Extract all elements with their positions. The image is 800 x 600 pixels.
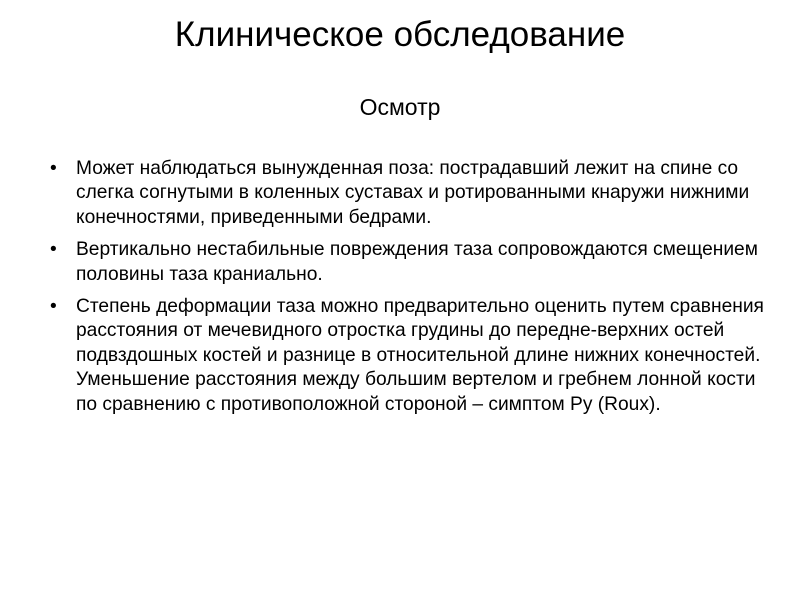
bullet-text: Может наблюдаться вынужденная поза: пострадавший лежит на спине со слегка согнутыми в коленных суставах и ротированными кнаружи нижними конечностями, приведенными бедрами. <box>76 158 750 228</box>
bullet-icon: • <box>50 296 57 318</box>
bullet-list <box>48 157 768 425</box>
bullet-item-instability <box>48 238 768 287</box>
bullet-text: Вертикально нестабильные повреждения таза сопровождаются смещением половины таза краниально. <box>76 239 758 285</box>
bullet-text: Степень деформации таза можно предварительно оценить путем сравнения расстояния от мечевидного отростка грудины до передне-верхних остей подвздошных костей и разнице в относительной длине нижних конечностей. Уменьшение расстояния между большим вертелом и гребнем лонной кости по сравнению с противоположной стороной – симптом Ру (Roux). <box>76 296 764 415</box>
bullet-item-deformation <box>48 295 768 417</box>
bullet-icon: • <box>50 239 57 261</box>
bullet-item-posture <box>48 157 768 230</box>
slide-subtitle: Осмотр <box>359 94 441 120</box>
bullet-icon: • <box>50 158 57 179</box>
slide-title: Клиническое обследование <box>174 15 626 54</box>
